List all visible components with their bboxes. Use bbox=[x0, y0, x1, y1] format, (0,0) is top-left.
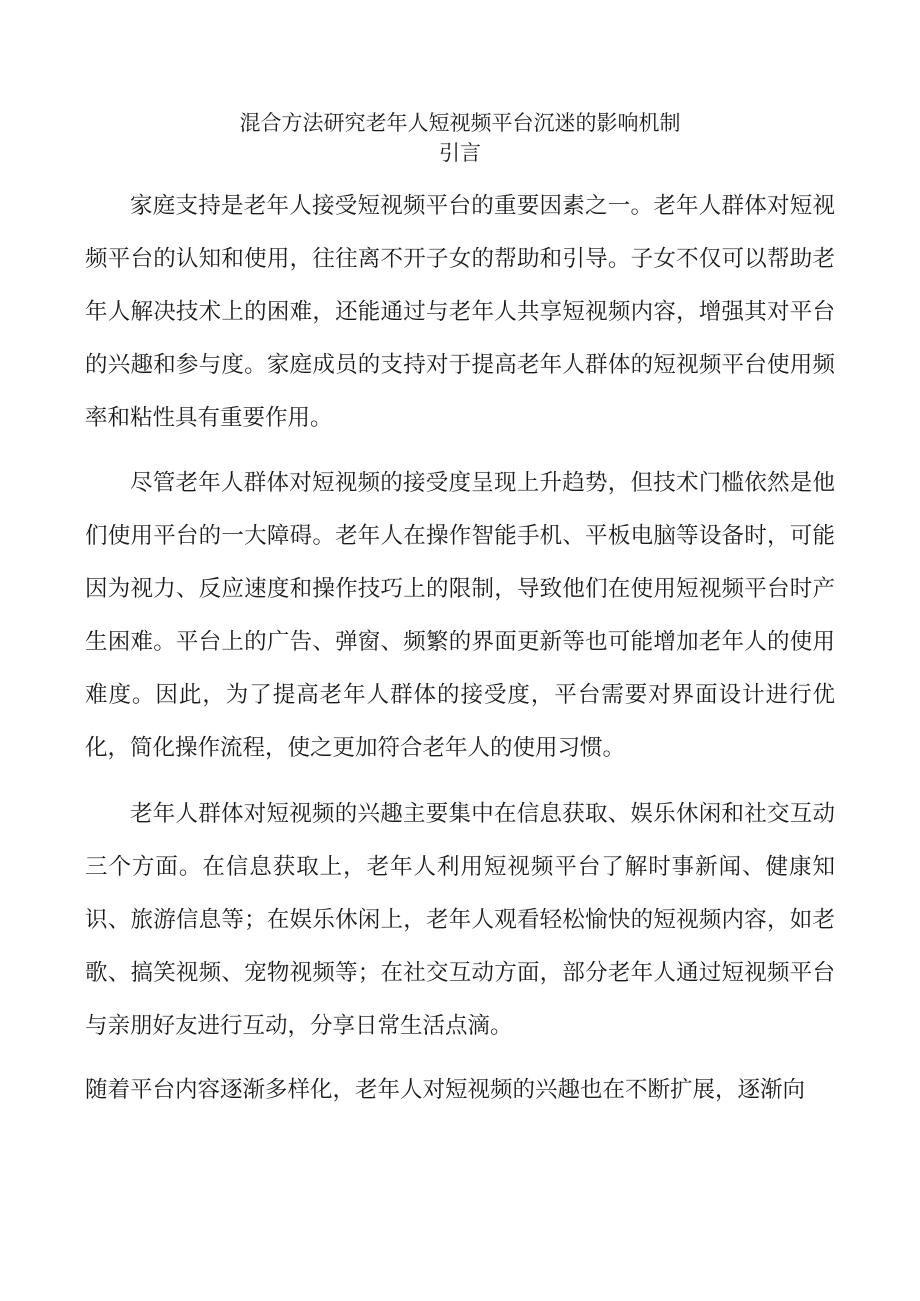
paragraph-content-diversification: 随着平台内容逐渐多样化，老年人对短视频的兴趣也在不断扩展，逐渐向 bbox=[85, 1077, 806, 1103]
paragraph-technical-barrier: 尽管老年人群体对短视频的接受度呈现上升趋势，但技术门槛依然是他们使用平台的一大障碍。老年人在操作智能手机、平板电脑等设备时，可能因为视力、反应速度和操作技巧上的限制，导致他们在使用短视频平台时产生困难。平台上的广告、弹窗、频繁的界面更新等也可能增加老年人的使用难度。因此，为了提高老年人群体的接受度，平台需要对界面设计进行优化，简化操作流程，使之更加符合老年人的使用习惯。 bbox=[85, 470, 835, 761]
section-heading: 引言 bbox=[439, 141, 481, 165]
paragraph-family-support: 家庭支持是老年人接受短视频平台的重要因素之一。老年人群体对短视频平台的认知和使用，往往离不开子女的帮助和引导。子女不仅可以帮助老年人解决技术上的困难，还能通过与老年人共享短视频内容，增强其对平台的兴趣和参与度。家庭成员的支持对于提高老年人群体的短视频平台使用频率和粘性具有重要作用。 bbox=[85, 193, 835, 431]
paragraph-interest-areas: 老年人群体对短视频的兴趣主要集中在信息获取、娱乐休闲和社交互动三个方面。在信息获取上，老年人利用短视频平台了解时事新闻、健康知识、旅游信息等；在娱乐休闲上，老年人观看轻松愉快的短视频内容，如老歌、搞笑视频、宠物视频等；在社交互动方面，部分老年人通过短视频平台与亲朋好友进行互动，分享日常生活点滴。 bbox=[85, 801, 835, 1039]
document-title: 混合方法研究老年人短视频平台沉迷的影响机制 bbox=[239, 111, 681, 135]
